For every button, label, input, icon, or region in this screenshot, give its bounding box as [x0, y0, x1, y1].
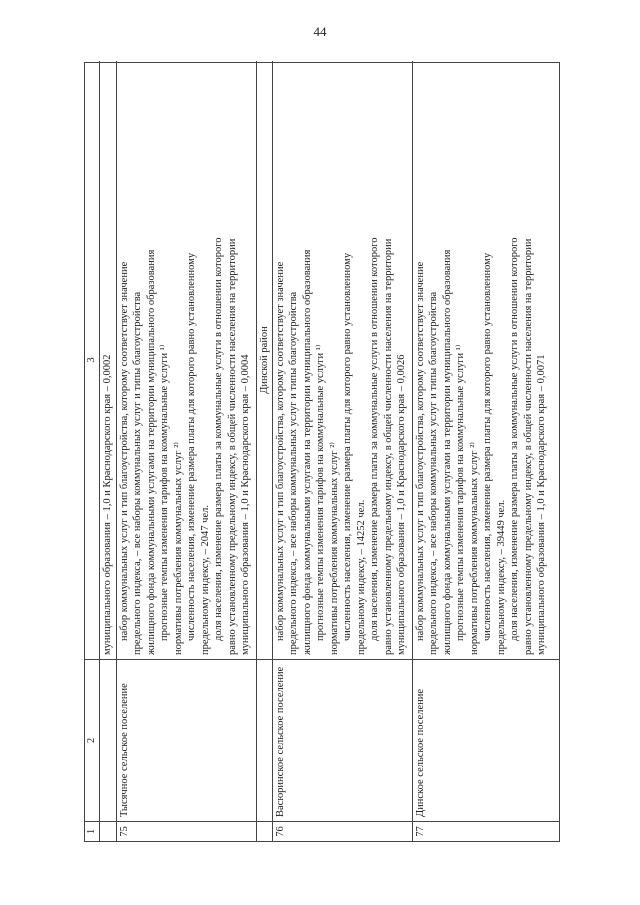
text-line: предельному индексу, – 39449 чел. — [495, 499, 507, 655]
settlement-name: Тысячное сельское поселение — [117, 659, 256, 821]
continuation-row — [100, 61, 117, 841]
text-line: доля населения, изменение размера платы за коммунальные услуги в отношении которого — [213, 237, 225, 641]
text-line: равно установленному предельному индексу, в общей численности населения на территории — [522, 238, 534, 655]
text-line: равно установленному предельному индексу, в общей численности населения на территории — [382, 238, 394, 655]
text-line: нормативы потребления коммунальных услуг ²⁾ — [328, 442, 340, 655]
settlement-name: Васюринское сельское поселение — [273, 659, 412, 821]
text-line: набор коммунальных услуг и тип благоустройства, которому соответствует значение — [275, 261, 286, 641]
text-line: прогнозные темпы изменения тарифов на коммунальные услуги ¹⁾ — [159, 344, 171, 641]
header-col3: 3 — [86, 357, 97, 363]
text-line: прогнозные темпы изменения тарифов на коммунальные услуги ¹⁾ — [455, 344, 467, 641]
page-number: 44 — [313, 24, 327, 39]
text-line: доля населения, изменение размера платы за коммунальные услуги в отношении которого — [509, 237, 521, 641]
district-row — [257, 61, 273, 841]
text-line: численность населения, изменение размера платы для которого равно установленному — [342, 252, 354, 641]
text-line: равно установленному предельному индексу, в общей численности населения на территории — [226, 238, 238, 655]
district-name: Динской район — [259, 326, 270, 394]
row-description — [117, 61, 256, 659]
settlement-name: Динское сельское поселение — [413, 659, 559, 821]
text-line: набор коммунальных услуг и тип благоустройства, которому соответствует значение — [415, 261, 426, 641]
table-header — [85, 61, 100, 841]
text-line: доля населения, изменение размера платы за коммунальные услуги в отношении которого — [369, 237, 381, 641]
text-line: жилищного фонда коммунальными услугами на территории муниципального образования — [441, 249, 453, 655]
text-line: нормативы потребления коммунальных услуг ²⁾ — [172, 442, 184, 655]
text-line: численность населения, изменение размера платы для которого равно установленному — [482, 252, 494, 641]
text-line: муниципального образования – 1,0 и Краснодарского края – 0,0004 — [239, 354, 251, 655]
table-row — [413, 61, 559, 841]
text-line: жилищного фонда коммунальными услугами на территории муниципального образования — [145, 249, 157, 655]
row-number: 77 — [413, 821, 559, 841]
text-line: предельного индекса, – все наборы коммунальных услуг и типы благоустройства — [288, 291, 300, 655]
text-line: муниципального образования – 1,0 и Краснодарского края – 0,0071 — [535, 354, 547, 655]
text-line: предельного индекса, – все наборы коммунальных услуг и типы благоустройства — [428, 291, 440, 655]
text-line: муниципального образования – 1,0 и Краснодарского края – 0,0026 — [395, 354, 407, 655]
text-line: предельного индекса, – все наборы коммунальных услуг и типы благоустройства — [132, 291, 144, 655]
text-line: нормативы потребления коммунальных услуг ²⁾ — [468, 442, 480, 655]
row-description — [273, 61, 412, 659]
continuation-text: муниципального образования – 1,0 и Краснодарского края – 0,0002 — [102, 354, 113, 655]
table-row — [117, 61, 257, 841]
data-table — [84, 62, 560, 842]
row-number: 75 — [117, 821, 256, 841]
row-number: 76 — [273, 821, 412, 841]
table-row — [273, 61, 413, 841]
text-line: предельному индексу, – 14252 чел. — [355, 499, 367, 655]
text-line: жилищного фонда коммунальными услугами на территории муниципального образования — [301, 249, 313, 655]
row-description — [413, 61, 559, 659]
header-col1: 1 — [85, 821, 99, 841]
header-col2: 2 — [85, 659, 99, 821]
text-line: прогнозные темпы изменения тарифов на коммунальные услуги ¹⁾ — [315, 344, 327, 641]
text-line: численность населения, изменение размера платы для которого равно установленному — [186, 252, 198, 641]
rotated-table-area — [84, 62, 560, 842]
text-line: набор коммунальных услуг и тип благоустройства, которому соответствует значение — [119, 261, 130, 641]
text-line: предельному индексу, – 2047 чел. — [199, 505, 211, 655]
